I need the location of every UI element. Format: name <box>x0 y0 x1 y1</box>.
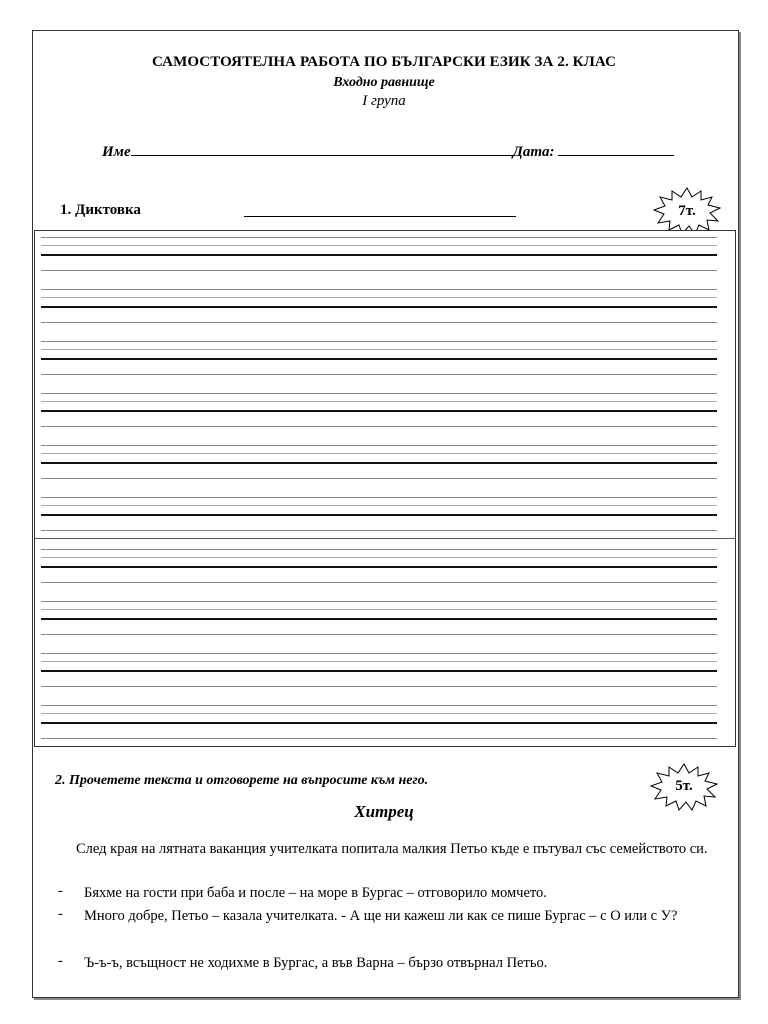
writing-guide-line <box>41 254 717 256</box>
writing-guide-line <box>41 713 717 714</box>
name-label: Име <box>102 144 131 160</box>
writing-guide-line <box>41 686 717 687</box>
name-date-row <box>102 143 674 161</box>
writing-guide-line <box>41 670 717 672</box>
writing-guide-line <box>41 738 717 739</box>
writing-guide-line <box>41 722 717 724</box>
writing-guide-line <box>41 358 717 360</box>
writing-guide-line <box>41 514 717 516</box>
writing-guide-line <box>41 634 717 635</box>
writing-guide-line <box>41 297 717 298</box>
dialogue-line: Ъ-ъ-ъ, всъщност не ходихме в Бургас, а във Варна – бързо отвърнал Петьо. <box>84 955 548 971</box>
writing-guide-line <box>41 497 717 498</box>
writing-guide-line <box>41 410 717 412</box>
task2-heading: 2. Прочетете текста и отговорете на въпросите към него. <box>55 773 429 788</box>
dialogue-line: Много добре, Петьо – казала учителката. - А ще ни кажеш ли как се пише Бургас – с О или с У? <box>84 908 678 924</box>
dialogue-line: Бяхме на гости при баба и после – на море в Бургас – отговорило момчето. <box>84 885 547 901</box>
dictation-writing-area[interactable] <box>34 230 736 747</box>
writing-guide-line <box>41 374 717 375</box>
writing-guide-line <box>41 453 717 454</box>
task1-heading: 1. Диктовка <box>60 202 141 218</box>
dialogue-dash: - <box>58 883 63 899</box>
worksheet-subtitle: Входно равнище <box>333 75 435 90</box>
date-field[interactable] <box>558 143 674 156</box>
writing-guide-line <box>41 341 717 342</box>
task1-points-badge <box>652 186 722 236</box>
writing-guide-line <box>41 661 717 662</box>
writing-guide-line <box>41 401 717 402</box>
writing-guide-line <box>41 322 717 323</box>
writing-guide-line <box>41 270 717 271</box>
writing-guide-line <box>41 566 717 568</box>
story-title: Хитрец <box>354 802 414 821</box>
writing-guide-line <box>41 445 717 446</box>
writing-guide-line <box>41 505 717 506</box>
writing-guide-line <box>41 245 717 246</box>
dialogue-dash: - <box>58 953 63 969</box>
date-label: Дата: <box>512 144 555 160</box>
writing-guide-line <box>41 237 717 238</box>
writing-area-divider <box>35 538 735 539</box>
writing-guide-line <box>41 557 717 558</box>
writing-guide-line <box>41 609 717 610</box>
writing-guide-line <box>41 601 717 602</box>
writing-guide-line <box>41 306 717 308</box>
worksheet-title: САМОСТОЯТЕЛНА РАБОТА ПО БЪЛГАРСКИ ЕЗИК ЗА 2. КЛАС <box>151 54 617 70</box>
writing-guide-line <box>41 618 717 620</box>
dialogue-dash: - <box>58 906 63 922</box>
writing-guide-line <box>41 530 717 531</box>
writing-guide-line <box>41 349 717 350</box>
writing-guide-line <box>41 653 717 654</box>
writing-guide-line <box>41 426 717 427</box>
task1-title-line[interactable] <box>244 216 516 217</box>
writing-guide-line <box>41 582 717 583</box>
group-label: І група <box>362 93 406 109</box>
writing-guide-line <box>41 478 717 479</box>
task2-points: 5т. <box>675 778 693 794</box>
writing-guide-line <box>41 549 717 550</box>
task1-points: 7т. <box>678 203 696 219</box>
writing-guide-line <box>41 289 717 290</box>
writing-guide-line <box>41 393 717 394</box>
story-paragraph: След края на лятната ваканция учителката попитала малкия Петьо къде е пътувал със семейството си. <box>76 841 708 857</box>
name-field[interactable] <box>131 143 513 156</box>
writing-guide-line <box>41 462 717 464</box>
writing-guide-line <box>41 705 717 706</box>
